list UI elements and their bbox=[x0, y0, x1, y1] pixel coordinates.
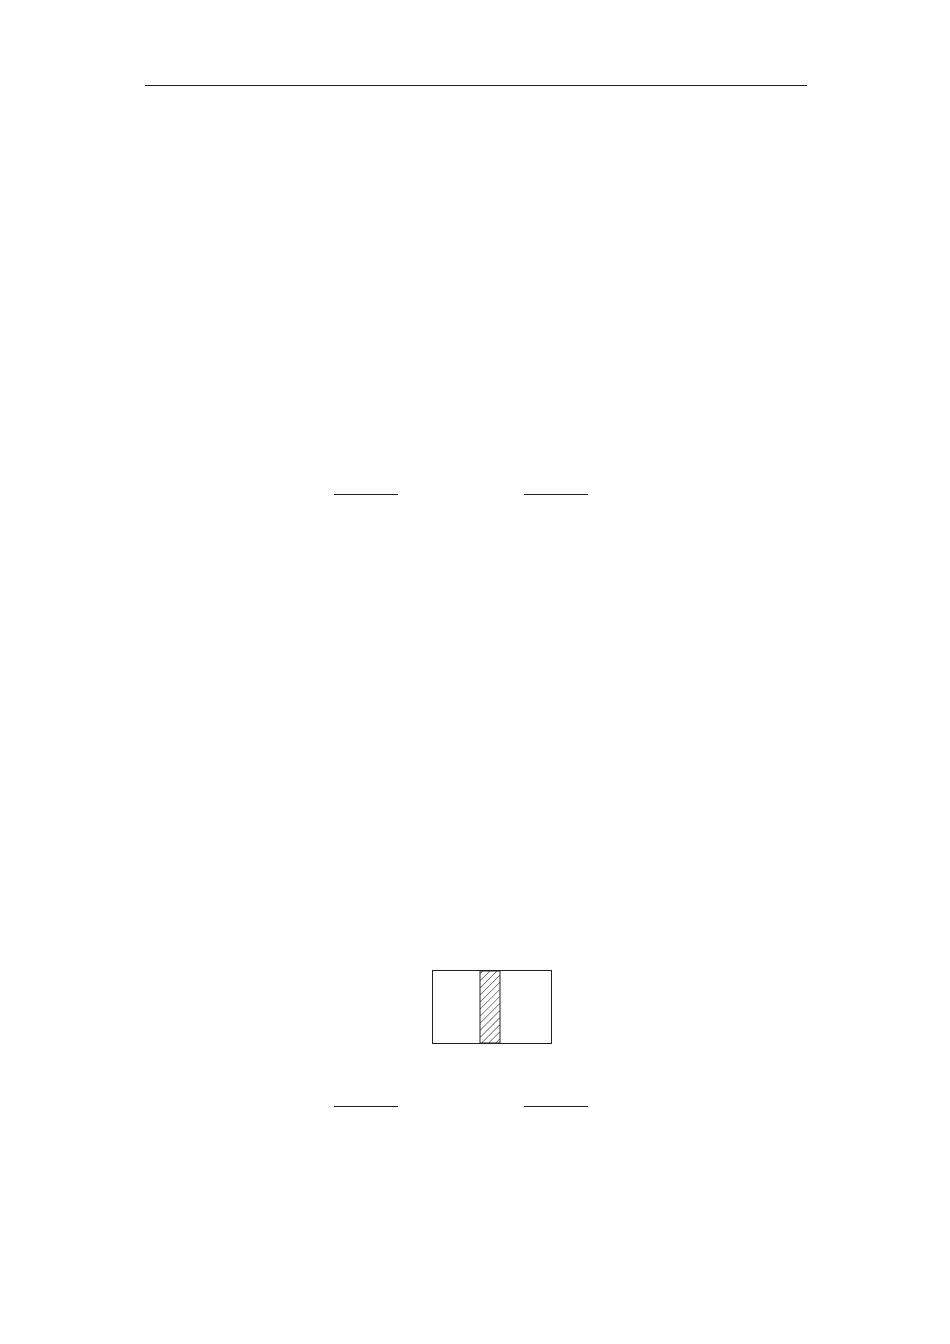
section-heading-questions bbox=[146, 1087, 806, 1125]
figure-431-box-diagram bbox=[432, 970, 552, 1044]
partition-board bbox=[480, 971, 500, 1043]
header-rule bbox=[145, 85, 807, 86]
section-heading-core bbox=[146, 475, 806, 513]
